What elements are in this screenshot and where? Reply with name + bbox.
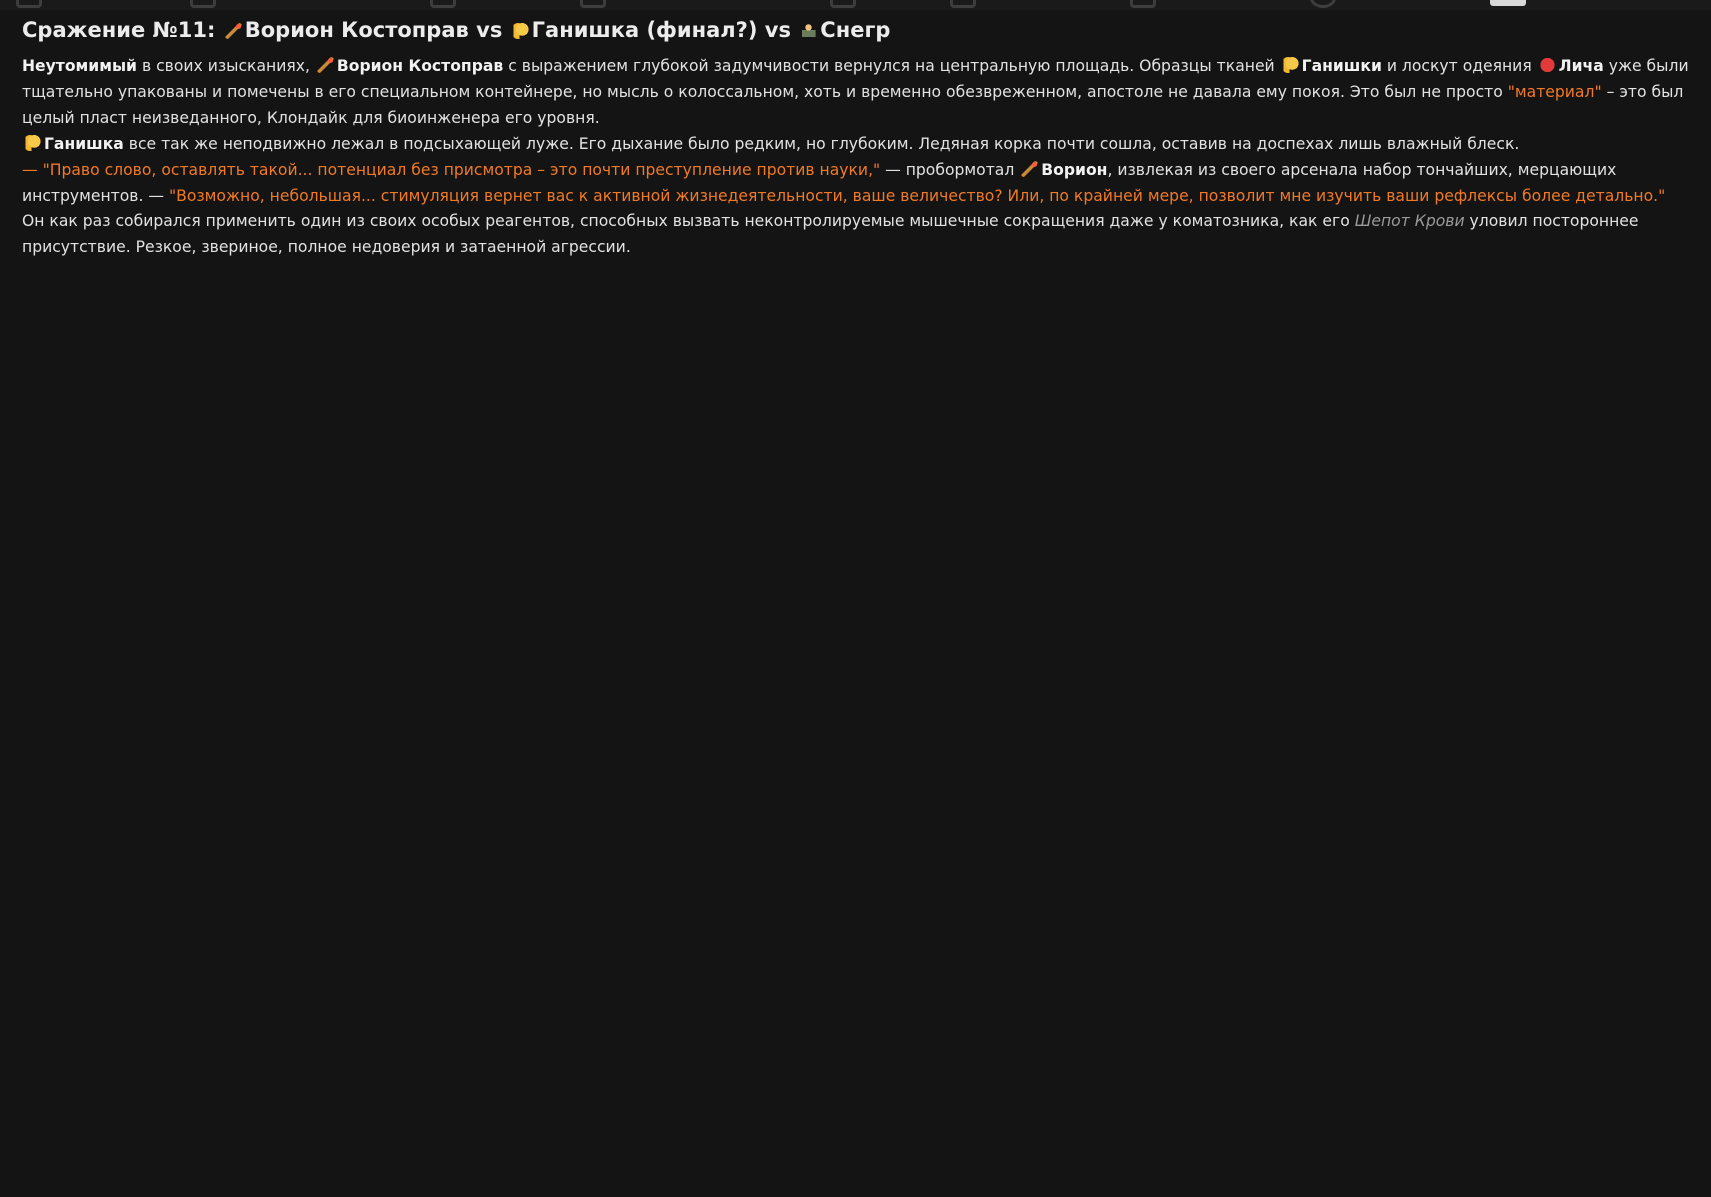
vs-separator: vs <box>764 18 791 42</box>
battle-number: Сражение №11: <box>22 18 216 42</box>
narration-text: Он как раз собирался применить один из своих особых реагентов, способных вызвать неконтролируемые мышечные сокращения даже у коматозника, как его <box>22 212 1355 231</box>
name-text: Неутомимый <box>22 57 137 75</box>
toolbar-icon[interactable] <box>1130 0 1156 8</box>
wand-icon <box>1021 161 1038 177</box>
quote-text: "материал" <box>1507 82 1602 101</box>
story-paragraph <box>22 54 1690 132</box>
name-text: Ворион <box>1041 160 1108 179</box>
toolbar-active-icon[interactable] <box>1490 0 1526 6</box>
name-text: Лича <box>1558 57 1604 75</box>
narration-text: в своих изысканиях, <box>137 57 315 75</box>
flexed-biceps-icon <box>512 23 529 39</box>
quote-text: "Возможно, небольшая... стимуляция вернет вас к активной жизнедеятельности, ваше величество? Или, по крайней мере, позволит мне изучить ваши рефлексы более детально." <box>168 186 1666 205</box>
top-toolbar <box>0 0 1711 10</box>
wand-icon <box>317 57 334 73</box>
narration-text: с выражением глубокой задумчивости вернулся на центральную площадь. Образцы тканей <box>503 57 1280 75</box>
red-demon-icon <box>1539 57 1556 73</box>
toolbar-icon[interactable] <box>830 0 856 8</box>
narration-text: все так же неподвижно лежал в подсыхающей луже. Его дыхание было редким, но глубоким. Ледяная корка почти сошла, оставив на доспехах лишь влажный блеск. <box>123 134 1520 153</box>
narration-text: уловил постороннее присутствие. Резкое, звериное, полное недоверия и затаенной агрессии. <box>22 212 1639 257</box>
narration-text: и лоскут одеяния <box>1381 57 1537 75</box>
toolbar-icon[interactable] <box>430 0 456 8</box>
dash-text: — <box>22 160 43 179</box>
vs-separator: vs <box>476 18 503 42</box>
narration-text: , извлекая из своего арсенала набор тончайших, мерцающих инструментов. — <box>22 160 1617 205</box>
wand-icon <box>225 23 242 39</box>
toolbar-icon[interactable] <box>1310 0 1336 8</box>
toolbar-icon[interactable] <box>580 0 606 8</box>
narration-text: — пробормотал <box>880 160 1020 179</box>
story-paragraph <box>22 158 1690 210</box>
toolbar-icon[interactable] <box>950 0 976 8</box>
toolbar-icon[interactable] <box>16 0 42 8</box>
story-paragraph <box>22 132 1690 158</box>
name-text: Ганишки <box>1301 57 1382 75</box>
flexed-biceps-icon <box>1282 57 1299 73</box>
quote-text: "Право слово, оставлять такой... потенциал без присмотра – это почти преступление против науки," <box>42 160 881 179</box>
fighter-vorion: Ворион Костоправ <box>244 18 469 42</box>
name-text: Ворион Костоправ <box>336 57 504 75</box>
battle-title <box>22 14 1690 46</box>
story-content <box>22 14 1690 261</box>
name-text: Ганишка <box>44 134 124 153</box>
toolbar-icon[interactable] <box>190 0 216 8</box>
flexed-biceps-icon <box>24 135 41 151</box>
fighter-snegr: Снегр <box>820 18 891 42</box>
ability-text: Шепот Крови <box>1354 212 1465 231</box>
narration-text: – это был целый пласт неизведанного, Клондайк для биоинженера его уровня. <box>22 82 1684 127</box>
narration-text: уже были тщательно упакованы и помечены в его специальном контейнере, но мысль о колоссальном, хоть и временно обезвреженном, апостоле не давала ему покоя. Это был не просто <box>22 57 1689 101</box>
story-paragraph <box>22 209 1690 261</box>
fighter-ganishka: Ганишка (финал?) <box>531 18 758 42</box>
soldier-icon <box>800 23 817 39</box>
